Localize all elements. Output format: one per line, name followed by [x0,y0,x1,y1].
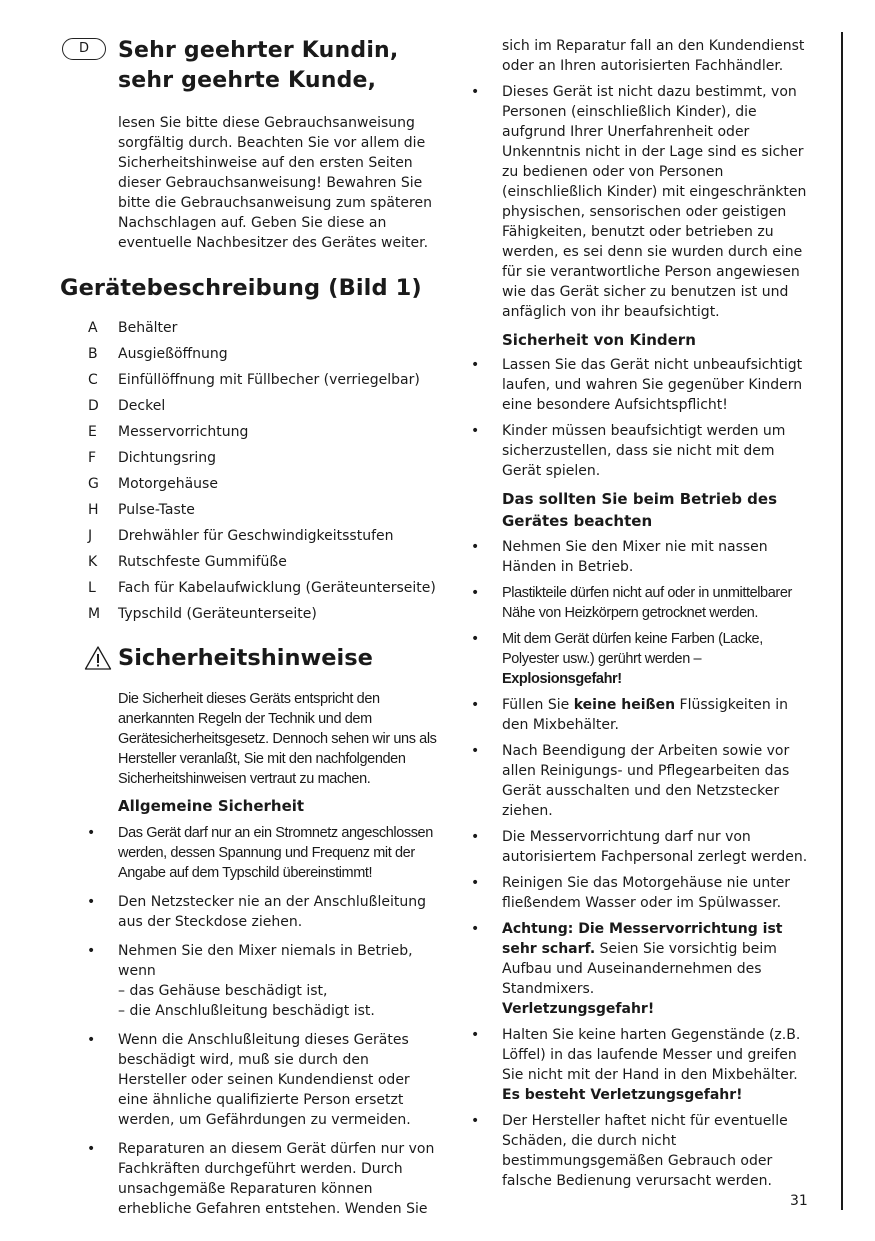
list-item [471,919,816,1019]
part-item [88,526,448,552]
part-item [88,344,448,370]
bullet: • [471,875,480,891]
part-item [88,578,448,604]
part-letter: C [88,372,98,388]
bullet: • [471,743,480,759]
part-label: Pulse-Taste [118,502,195,518]
list-item [471,355,816,415]
greeting-line-2: sehr geehrte Kunde, [118,68,377,93]
list-item [471,695,816,735]
bullet: • [471,697,480,713]
list-item-text-part: Seien Sie vorsichtig beim Aufbau und Auseinandernehmen des Standmixers. [502,941,777,997]
part-label: Deckel [118,398,166,414]
part-letter: H [88,502,99,518]
part-letter: E [88,424,97,440]
part-label: Dichtungsring [118,450,217,466]
intro-paragraph: lesen Sie bitte diese Gebrauchsanweisung sorgfältig durch. Beachten Sie vor allem die Sicherheitshinweise auf den ersten Seiten dieser Gebrauchsanweisung! Bewahren Sie bitte die Gebrauchsanweisung zum späteren Nachschlagen auf. Geben Sie diese an eventuelle Nachbesitzer des Gerätes weiter. [118,115,432,251]
list-item [471,1025,816,1105]
list-item-text [502,919,816,1019]
part-letter: B [88,346,98,362]
part-label: Rutschfeste Gummifüße [118,554,287,570]
bullet: • [471,423,480,439]
part-item [88,604,448,630]
part-letter: K [88,554,98,570]
bullet: • [87,894,96,910]
operation-safety-heading: Das sollten Sie beim Betrieb des Gerätes beachten [502,490,778,530]
list-item-text: sich im Reparatur fall an den Kundendienst oder an Ihren autorisierten Fachhändler. [502,38,805,74]
part-letter: F [88,450,97,466]
list-item-text [502,1025,816,1105]
injury-warning: Verletzungsgefahr! [502,1001,655,1017]
part-item [88,552,448,578]
injury-warning: Es besteht Verletzungsgefahr! [502,1087,743,1103]
bullet: • [471,829,480,845]
bullet: • [87,1141,96,1157]
part-letter: D [88,398,99,414]
list-item-text-part: Flüssigkeiten in den Mixbehälter. [502,697,789,733]
emphasis: Achtung: Die Messervorrichtung ist sehr scharf. [502,921,783,957]
list-item-text: Lassen Sie das Gerät nicht unbeaufsichtigt laufen, und wahren Sie gegenüber Kindern eine besondere Aufsichtspflicht! [502,357,803,413]
list-item [87,892,437,932]
page-number: 31 [790,1193,808,1209]
list-item-text: Nach Beendigung der Arbeiten sowie vor allen Reinigungs- und Pflegearbeiten das Gerät ausschalten und den Netzstecker ziehen. [502,743,790,819]
list-item-text: Nehmen Sie den Mixer niemals in Betrieb, wenn – das Gehäuse beschädigt ist, – die Anschlußleitung beschädigt ist. [118,943,413,1019]
part-letter: G [88,476,99,492]
list-item-continuation [471,36,816,76]
list-item-text-part: Halten Sie keine harten Gegenstände (z.B. Löffel) in das laufende Messer und greifen Sie nicht mit der Hand in den Mixbehälter. [502,1027,801,1083]
bullet: • [471,1027,480,1043]
part-label: Messervorrichtung [118,424,249,440]
part-label: Typschild (Geräteunterseite) [118,606,317,622]
bullet: • [471,585,480,601]
part-letter: J [88,528,93,544]
general-safety-section [87,795,437,1219]
part-item [88,474,448,500]
warning-triangle-icon [84,645,112,671]
part-label: Motorgehäuse [118,476,218,492]
list-item [471,82,816,322]
list-item [471,583,816,623]
list-item-text-part: Füllen Sie [502,697,570,713]
part-label: Fach für Kabelaufwicklung (Geräteunterseite) [118,580,436,596]
part-label: Ausgießöffnung [118,346,228,362]
list-item [471,537,816,577]
part-letter: A [88,320,98,336]
part-item [88,422,448,448]
list-item-text-part: Mit dem Gerät dürfen keine Farben (Lacke, Polyester usw.) gerührt werden – [502,631,763,667]
list-item-text: Den Netzstecker nie an der Anschlußleitung aus der Steckdose ziehen. [118,894,427,930]
bullet: • [471,631,480,647]
part-item [88,448,448,474]
bullet: • [87,943,96,959]
part-item [88,500,448,526]
list-item-text: Nehmen Sie den Mixer nie mit nassen Händen in Betrieb. [502,539,768,575]
list-item-text: Der Hersteller haftet nicht für eventuelle Schäden, die durch nicht bestimmungsgemäßen Gebrauch oder falsche Bedienung verursacht werden. [502,1113,788,1189]
list-item-text: Reinigen Sie das Motorgehäuse nie unter fließendem Wasser oder im Spülwasser. [502,875,791,911]
list-item-text: Reparaturen an diesem Gerät dürfen nur von Fachkräften durchgeführt werden. Durch unsachgemäße Reparaturen können erhebliche Gefahren entstehen. Wenden Sie [118,1141,435,1217]
safety-intro: Die Sicherheit dieses Geräts entspricht den anerkannten Regeln der Technik und dem Gerätesicherheitsgesetz. Dennoch sehen wir uns als Hersteller veranlaßt, Sie mit den nachfolgenden Sicherheitshinweisen vertraut zu machen. [118,691,437,787]
greeting-heading [118,36,438,96]
list-item-text: Kinder müssen beaufsichtigt werden um sicherzustellen, dass sie nicht mit dem Gerät spielen. [502,423,786,479]
list-item [87,823,437,883]
description-heading: Gerätebeschreibung (Bild 1) [60,275,422,301]
part-label: Einfüllöffnung mit Füllbecher (verriegelbar) [118,372,420,388]
safety-heading: Sicherheitshinweise [118,645,373,671]
bullet: • [471,84,480,100]
right-column [471,36,816,1191]
part-item [88,370,448,396]
children-safety-heading: Sicherheit von Kindern [502,331,696,349]
list-item-text: Die Messervorrichtung darf nur von autorisiertem Fachpersonal zerlegt werden. [502,829,808,865]
list-item [471,873,816,913]
bullet: • [87,1032,96,1048]
emphasis: keine heißen [573,697,676,713]
language-badge: D [62,38,106,60]
list-item-text: Dieses Gerät ist nicht dazu bestimmt, von Personen (einschließlich Kinder), die aufgrund Ihrer Unerfahrenheit oder Unkenntnis nicht in der Lage sind es sicher zu bedienen oder von Personen (einschließlich Kinder) mit eingeschränkten physischen, sensorischen oder geistigen Fähigkeiten, benutzt oder betrieben zu werden, es sei denn sie wurden durch eine für sie verantwortliche Person angewiesen wie das Gerät sicher zu benutzen ist und anfäglich von ihr beaufsichtigt. [502,84,807,320]
list-item-text: Plastikteile dürfen nicht auf oder in unmittelbarer Nähe von Heizkörpern getrocknet werden. [502,585,792,621]
list-item-text: Das Gerät darf nur an ein Stromnetz angeschlossen werden, dessen Spannung und Frequenz mit der Angabe auf dem Typschild übereinstimmt! [118,825,433,881]
part-letter: L [88,580,96,596]
greeting-line-1: Sehr geehrter Kundin, [118,38,399,63]
list-item [87,1030,437,1130]
list-item-text: Wenn die Anschlußleitung dieses Gerätes beschädigt wird, muß sie durch den Hersteller oder seinen Kundendienst oder eine ähnliche qualifizierte Person ersetzt werden, um Gefährdungen zu vermeiden. [118,1032,411,1128]
list-item [471,629,816,689]
parts-list [88,318,448,630]
bullet: • [471,921,480,937]
list-item-text [502,629,816,689]
list-item-text [502,695,816,735]
bullet: • [471,357,480,373]
list-item [471,741,816,821]
list-item [87,941,437,1021]
bullet: • [87,825,96,841]
list-item [87,1139,437,1219]
part-item [88,318,448,344]
part-label: Behälter [118,320,178,336]
general-safety-heading: Allgemeine Sicherheit [118,797,305,815]
list-item [471,827,816,867]
list-item [471,421,816,481]
part-letter: M [88,606,101,622]
bullet: • [471,1113,480,1129]
explosion-warning: Explosionsgefahr! [502,671,622,687]
part-label: Drehwähler für Geschwindigkeitsstufen [118,528,394,544]
part-item [88,396,448,422]
bullet: • [471,539,480,555]
list-item [471,1111,816,1191]
page-edge-rule [841,32,843,1210]
